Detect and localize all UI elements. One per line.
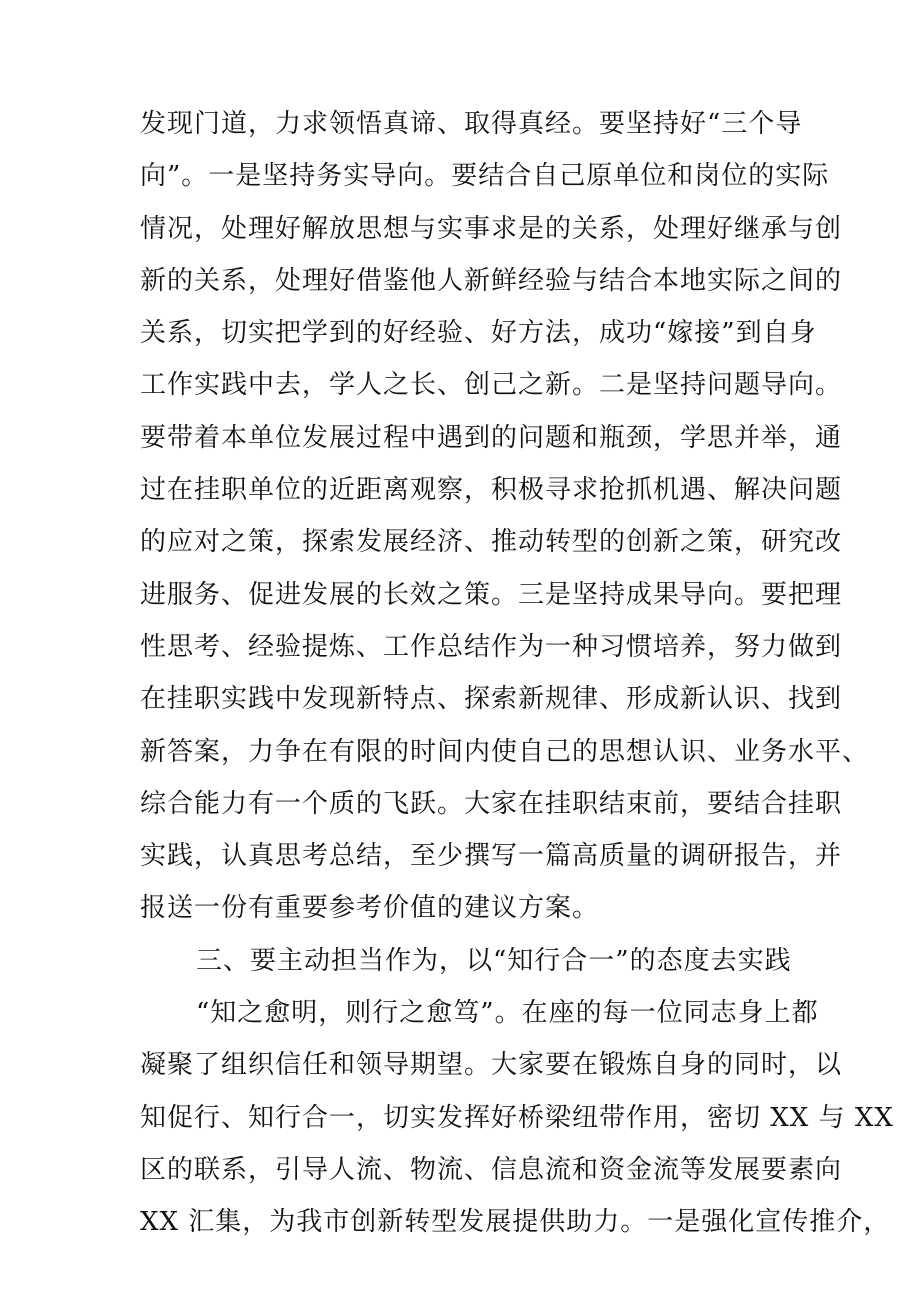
paragraph-line: 发现门道，力求领悟真谛、取得真经。要坚持好“三个导 <box>140 109 803 139</box>
paragraph-line: “知之愈明，则行之愈笃”。在座的每一位同志身上都 <box>196 998 819 1029</box>
paragraph-line: 实践，认真思考总结，至少撰写一篇高质量的调研报告，并 <box>140 841 843 872</box>
paragraph-line: 知促行、知行合一，切实发挥好桥梁纽带作用，密切 XX 与 XX <box>140 1102 894 1133</box>
paragraph-line: 关系，切实把学到的好经验、好方法，成功“嫁接”到自身 <box>140 318 817 349</box>
paragraph-line: 过在挂职单位的近距离观察，积极寻求抢抓机遇、解决问题 <box>140 475 843 506</box>
paragraph-line: 情况，处理好解放思想与实事求是的关系，处理好继承与创 <box>140 213 843 244</box>
paragraph-line: 凝聚了组织信任和领导期望。大家要在锻炼自身的同时，以 <box>140 1050 843 1081</box>
paragraph-line: 工作实践中去，学人之长、创己之新。二是坚持问题导向。 <box>140 370 843 401</box>
paragraph-line: 向”。一是坚持务实导向。要结合自己原单位和岗位的实际 <box>140 161 830 192</box>
paragraph-line: 新的关系，处理好借鉴他人新鲜经验与结合本地实际之间的 <box>140 265 843 296</box>
document-body <box>140 98 894 1249</box>
paragraph-line: 要带着本单位发展过程中遇到的问题和瓶颈，学思并举，通 <box>140 422 843 453</box>
paragraph-line: 进服务、促进发展的长效之策。三是坚持成果导向。要把理 <box>140 579 843 610</box>
paragraph-line: 报送一份有重要参考价值的建议方案。 <box>140 893 600 924</box>
section-heading: 三、要主动担当作为，以“知行合一”的态度去实践 <box>196 945 792 976</box>
paragraph-line: 的应对之策，探索发展经济、推动转型的创新之策，研究改 <box>140 527 843 558</box>
paragraph-line: 区的联系，引导人流、物流、信息流和资金流等发展要素向 <box>140 1154 843 1185</box>
paragraph-line: 综合能力有一个质的飞跃。大家在挂职结束前，要结合挂职 <box>140 788 843 819</box>
paragraph-line: 性思考、经验提炼、工作总结作为一种习惯培养，努力做到 <box>140 631 843 662</box>
paragraph-line: 在挂职实践中发现新特点、探索新规律、形成新认识、找到 <box>140 684 843 715</box>
paragraph-line: 新答案，力争在有限的时间内使自己的思想认识、业务水平、 <box>140 736 870 767</box>
paragraph-line: XX 汇集，为我市创新转型发展提供助力。一是强化宣传推介， <box>140 1207 891 1238</box>
